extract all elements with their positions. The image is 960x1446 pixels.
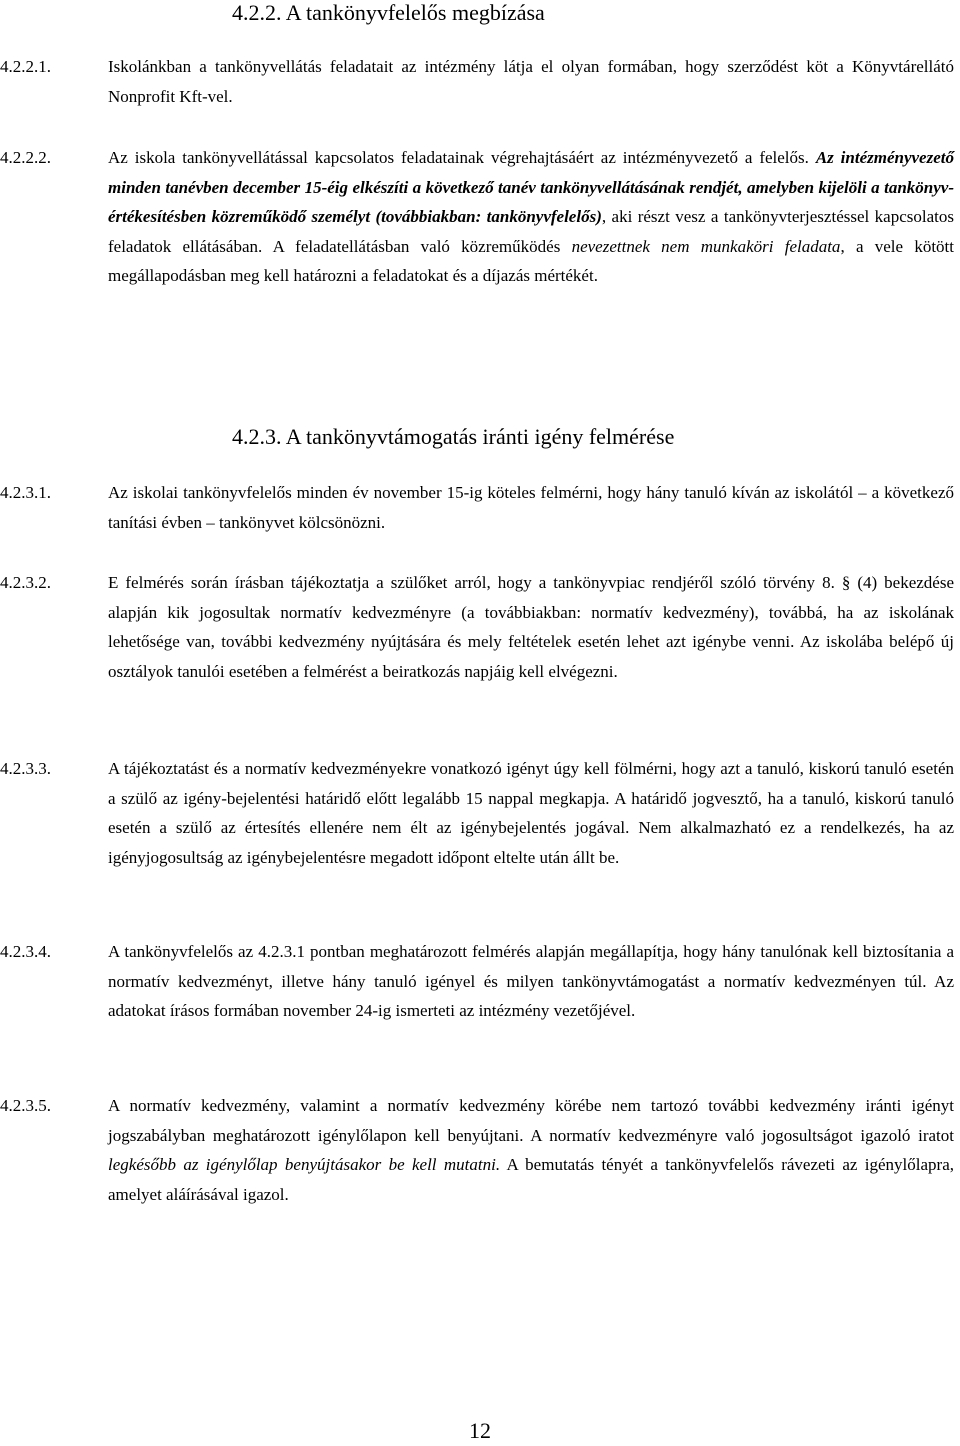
- section-number: 4.2.3.2.: [0, 573, 51, 592]
- emphasis-bold-italic: Az intézményvezető minden tanévben december 15-éig elkészíti a következő tanév tankönyvellátásának rendjét, amelyben kijelöli a tankönyv-értékesítésben közreműködő személyt (továbbiakban: tankönyvfelelős): [108, 148, 954, 227]
- section-number: 4.2.3.3.: [0, 759, 51, 778]
- section-number: 4.2.3.4.: [0, 942, 51, 961]
- text-run: A normatív kedvezmény, valamint a normatív kedvezmény körébe nem tartozó további kedvezmény iránti igényt jogszabályban meghatározott igénylőlapon kell benyújtani. A normatív kedvezményre való jogosultságot igazoló iratot: [108, 1096, 954, 1145]
- text-run: Az iskola tankönyvellátással kapcsolatos feladatainak végrehajtásáért az intézményvezető a felelős.: [108, 148, 816, 167]
- section-text: Az iskolai tankönyvfelelős minden év november 15-ig köteles felmérni, hogy hány tanuló kíván az iskolától – a következő tanítási évben – tankönyvet kölcsönözni.: [108, 483, 954, 532]
- emphasis-italic: legkésőbb az igénylőlap benyújtásakor be kell mutatni.: [108, 1155, 501, 1175]
- section-text: A tájékoztatást és a normatív kedvezményekre vonatkozó igényt úgy kell fölmérni, hogy azt a tanuló, kiskorú tanuló esetén a szülő az igény-bejelentési határidő előtt legalább 15 nappal megkapja. A határidő jogvesztő, ha a tanuló, kiskorú tanuló esetén a szülő az értesítés ellenére nem élt az igénybejelentés jogával. Nem alkalmazható ez a rendelkezés, ha az igényjogosultság az igénybejelentésre megadott időpont eltelte után állt be.: [108, 759, 954, 867]
- section-text: [108, 143, 954, 291]
- section-text: E felmérés során írásban tájékoztatja a szülőket arról, hogy a tankönyvpiac rendjéről szóló törvény 8. § (4) bekezdése alapján kik jogosultak normatív kedvezményre (a továbbiakban: normatív kedvezmény), továbbá, ha az iskolának lehetősége van, további kedvezmény nyújtására és mely feltételek esetén lehet azt igénybe venni. Az iskolába belépő új osztályok tanulói esetében a felmérést a beiratkozás napjáig kell elvégezni.: [108, 573, 954, 681]
- section-number: 4.2.2.2.: [0, 148, 51, 167]
- page-number: 12: [469, 1418, 491, 1443]
- section-text: [108, 1091, 954, 1209]
- heading-4-2-2: 4.2.2. A tankönyvfelelős megbízása: [232, 0, 545, 25]
- emphasis-italic: nevezettnek nem munkaköri feladata: [571, 236, 841, 256]
- section-number: 4.2.3.5.: [0, 1096, 51, 1115]
- heading-4-2-3: 4.2.3. A tankönyvtámogatás iránti igény felmérése: [232, 424, 675, 449]
- section-text: A tankönyvfelelős az 4.2.3.1 pontban meghatározott felmérés alapján megállapítja, hogy hány tanulónak kell biztosítania a normatív kedvezményt, illetve hány tanuló igényel és milyen tankönyvtámogatást a normatív kedvezményen túl. Az adatokat írásos formában november 24-ig ismerteti az intézmény vezetőjével.: [108, 942, 954, 1021]
- text-run: A bemutatás tényét a tankönyvfelelős rávezeti az igénylőlapra, amelyet aláírásával igazol.: [108, 1155, 954, 1204]
- section-text: Iskolánkban a tankönyvellátás feladatait az intézmény látja el olyan formában, hogy szerződést köt a Könyvtárellátó Nonprofit Kft-vel.: [108, 57, 954, 106]
- text-run: , aki részt vesz a tankönyvterjesztéssel kapcsolatos feladatok ellátásában. A feladatellátásban való közreműködés: [108, 207, 954, 256]
- section-number: 4.2.2.1.: [0, 57, 51, 76]
- section-number: 4.2.3.1.: [0, 483, 51, 502]
- text-run: , a vele kötött megállapodásban meg kell határozni a feladatokat és a díjazás mértékét.: [108, 236, 954, 286]
